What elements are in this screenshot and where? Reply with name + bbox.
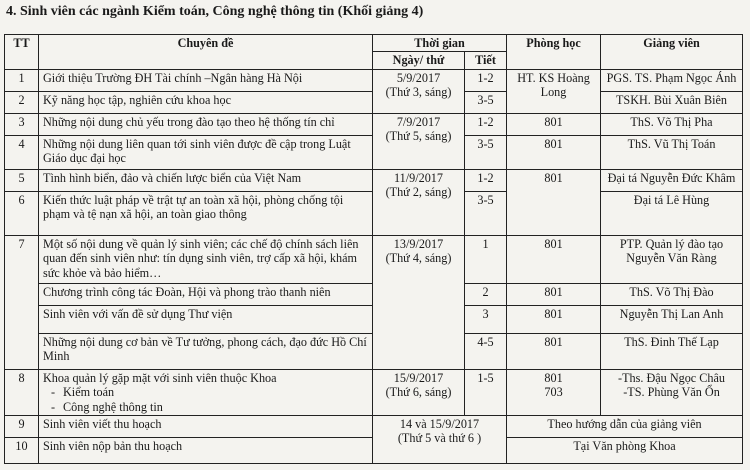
room-cell: 801 <box>507 113 601 135</box>
lecturer-cell: ThS. Võ Thị Đào <box>601 283 743 305</box>
date-text: 11/9/2017 <box>394 170 443 185</box>
period-cell: 1-5 <box>465 369 507 415</box>
weekday-text: (Thứ 5, sáng) <box>385 129 452 144</box>
row-number: 5 <box>5 169 39 191</box>
room-cell: HT. KS Hoàng Long <box>507 69 601 113</box>
topic-cell: Sinh viên viết thu hoạch <box>39 415 373 437</box>
date-cell <box>373 113 465 169</box>
row-number: 9 <box>5 415 39 437</box>
row-number: 10 <box>5 437 39 463</box>
row-number: 1 <box>5 69 39 91</box>
date-cell <box>373 415 507 463</box>
date-cell <box>373 69 465 113</box>
period-cell: 1-2 <box>465 169 507 191</box>
instruction-cell: Tại Văn phòng Khoa <box>507 437 743 463</box>
lecturer-cell: Đại tá Nguyễn Đức Khâm <box>601 169 743 191</box>
topic-cell: Giới thiệu Trường ĐH Tài chính –Ngân hàng Hà Nội <box>39 69 373 91</box>
table-row <box>5 369 743 415</box>
list-item: - Kiểm toán <box>65 385 368 399</box>
table-row <box>5 113 743 135</box>
lecturer-text: -TS. Phùng Văn Ổn <box>623 385 720 400</box>
topic-cell <box>39 369 373 415</box>
period-cell: 3 <box>465 305 507 333</box>
room-cell: 801 <box>507 235 601 283</box>
table-row <box>5 69 743 91</box>
topic-cell: Kiến thức luật pháp về trật tự an toàn xã hội, phòng chống tội phạm và tệ nạn xã hội, an toàn giao thông <box>39 191 373 235</box>
weekday-text: (Thứ 6, sáng) <box>385 385 452 400</box>
room-text: 801 <box>544 370 563 385</box>
lecturer-cell: ThS. Vũ Thị Toán <box>601 135 743 169</box>
list-item: - Công nghệ thông tin <box>65 400 368 414</box>
topic-cell: Một số nội dung về quản lý sinh viên; các chế độ chính sách liên quan đến sinh viên như: tín dụng sinh viên, trợ cấp xã hội, khám sức khỏe và bảo hiểm… <box>39 235 373 283</box>
topic-cell: Chương trình công tác Đoàn, Hội và phong trào thanh niên <box>39 283 373 305</box>
date-text: 13/9/2017 <box>393 236 444 251</box>
lecturer-cell: TSKH. Bùi Xuân Biên <box>601 91 743 113</box>
schedule-table <box>4 34 743 464</box>
lecturer-cell <box>601 369 743 415</box>
period-cell: 1-2 <box>465 69 507 91</box>
instruction-cell: Theo hướng dẫn của giảng viên <box>507 415 743 437</box>
topic-cell: Những nội dung chủ yếu trong đào tạo theo hệ thống tín chỉ <box>39 113 373 135</box>
header-topic: Chuyên đề <box>39 35 373 70</box>
room-text: 703 <box>544 385 563 400</box>
lecturer-cell: PGS. TS. Phạm Ngọc Ánh <box>601 69 743 91</box>
lecturer-text: -Ths. Đậu Ngọc Châu <box>618 370 725 385</box>
row-number: 8 <box>5 369 39 415</box>
header-day: Ngày/ thứ <box>373 52 465 69</box>
row-number: 6 <box>5 191 39 235</box>
topic-cell: Sinh viên với vấn đề sử dụng Thư viện <box>39 305 373 333</box>
lecturer-cell: Nguyễn Thị Lan Anh <box>601 305 743 333</box>
row-number: 7 <box>5 235 39 369</box>
weekday-text: (Thứ 3, sáng) <box>385 85 452 100</box>
topic-text: Khoa quản lý gặp mặt với sinh viên thuộc Khoa <box>43 370 277 385</box>
room-cell: 801 <box>507 283 601 305</box>
period-cell: 3-5 <box>465 135 507 169</box>
header-tt: TT <box>5 35 39 70</box>
row-number: 4 <box>5 135 39 169</box>
room-cell: 801 <box>507 305 601 333</box>
weekday-text: (Thứ 5 và thứ 6 ) <box>397 431 482 446</box>
period-cell: 3-5 <box>465 191 507 235</box>
lecturer-cell: PTP. Quản lý đào tạo Nguyễn Văn Ràng <box>601 235 743 283</box>
table-row <box>5 169 743 191</box>
section-heading: 4. Sinh viên các ngành Kiểm toán, Công nghệ thông tin (Khối giảng 4) <box>6 4 424 19</box>
date-text: 15/9/2017 <box>393 370 444 385</box>
date-cell <box>373 169 465 235</box>
weekday-text: (Thứ 4, sáng) <box>385 251 452 266</box>
header-row <box>5 35 743 52</box>
header-room: Phòng học <box>507 35 601 70</box>
topic-cell: Những nội dung liên quan tới sinh viên được đề cập trong Luật Giáo dục đại học <box>39 135 373 169</box>
date-cell <box>373 369 465 415</box>
row-number: 2 <box>5 91 39 113</box>
date-text: 5/9/2017 <box>396 70 441 85</box>
period-cell: 4-5 <box>465 333 507 369</box>
table-row <box>5 415 743 437</box>
header-lecturer: Giảng viên <box>601 35 743 70</box>
period-cell: 1 <box>465 235 507 283</box>
header-time: Thời gian <box>373 35 507 52</box>
period-cell: 2 <box>465 283 507 305</box>
lecturer-cell: ThS. Đinh Thế Lạp <box>601 333 743 369</box>
room-cell: 801 <box>507 169 601 235</box>
date-cell <box>373 235 465 369</box>
date-text: 7/9/2017 <box>396 114 441 129</box>
topic-cell: Sinh viên nộp bản thu hoạch <box>39 437 373 463</box>
period-cell: 1-2 <box>465 113 507 135</box>
room-cell: 801 <box>507 333 601 369</box>
table-row <box>5 235 743 283</box>
faculty-list <box>43 385 368 414</box>
room-cell: 801 <box>507 135 601 169</box>
topic-cell: Tình hình biển, đảo và chiến lược biển của Việt Nam <box>39 169 373 191</box>
topic-cell: Những nội dung cơ bản về Tư tưởng, phong cách, đạo đức Hồ Chí Minh <box>39 333 373 369</box>
room-cell <box>507 369 601 415</box>
row-number: 3 <box>5 113 39 135</box>
lecturer-cell: Đại tá Lê Hùng <box>601 191 743 235</box>
period-cell: 3-5 <box>465 91 507 113</box>
header-period: Tiết <box>465 52 507 69</box>
lecturer-cell: ThS. Võ Thị Pha <box>601 113 743 135</box>
weekday-text: (Thứ 2, sáng) <box>385 185 452 200</box>
topic-cell: Kỹ năng học tập, nghiên cứu khoa học <box>39 91 373 113</box>
date-text: 14 và 15/9/2017 <box>399 416 480 431</box>
